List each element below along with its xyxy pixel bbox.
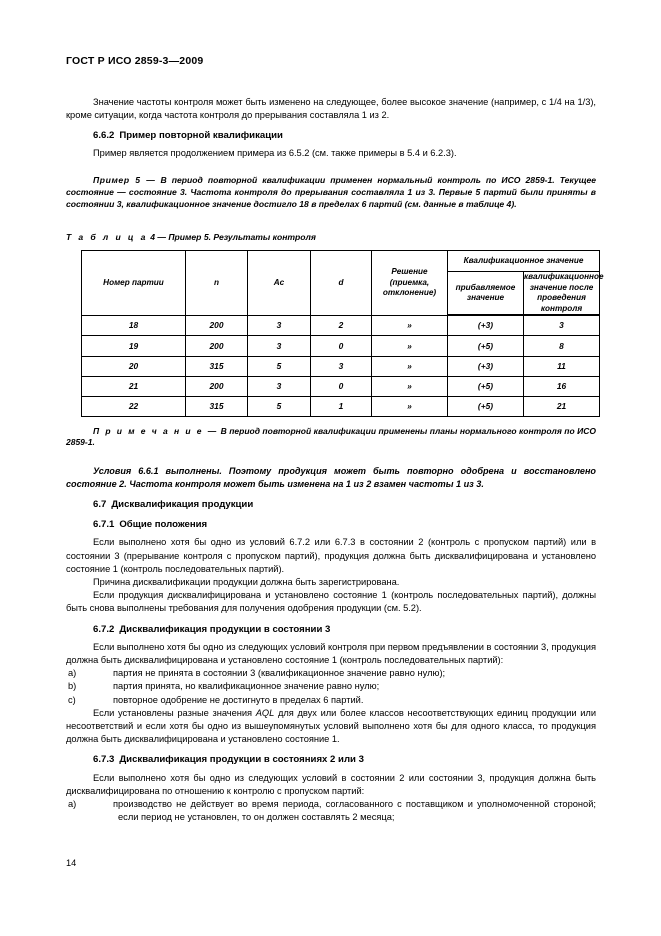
th-added-line-1: прибавляемое <box>455 282 516 292</box>
table-row <box>82 336 600 356</box>
running-head: ГОСТ Р ИСО 2859-3—2009 <box>66 55 204 67</box>
list-item <box>66 798 596 824</box>
cell-lot-number: 22 <box>82 396 186 416</box>
cell-ac: 5 <box>248 356 311 376</box>
th-decision <box>372 251 448 316</box>
page-number: 14 <box>66 858 77 868</box>
heading-6-7-2-number: 6.7.2 <box>93 623 115 635</box>
list-6-7-3 <box>66 798 596 824</box>
heading-6-7-3-number: 6.7.3 <box>93 754 115 766</box>
list-item-text: партия принята, но квалификационное значение равно нулю; <box>113 681 380 692</box>
list-item-marker: c) <box>68 694 76 705</box>
table-caption-dash: — <box>157 232 166 243</box>
cell-qual-value: 3 <box>524 315 600 336</box>
cell-n: 315 <box>186 356 248 376</box>
heading-6-7-text: Дисквалификация продукции <box>111 498 254 510</box>
th-lot-number: Номер партии <box>82 251 186 316</box>
table-4-caption <box>66 232 596 243</box>
table-4-note <box>66 426 596 449</box>
heading-6-6-2-number: 6.6.2 <box>93 129 115 141</box>
cell-lot-number: 18 <box>82 315 186 336</box>
heading-6-7-2-text: Дисквалификация продукции в состоянии 3 <box>119 623 331 635</box>
cell-lot-number: 21 <box>82 376 186 396</box>
cell-added-value: (+5) <box>448 396 524 416</box>
cell-added-value: (+5) <box>448 336 524 356</box>
cell-qual-value: 8 <box>524 336 600 356</box>
cell-lot-number: 20 <box>82 356 186 376</box>
cell-d: 2 <box>311 315 372 336</box>
cell-d: 0 <box>311 336 372 356</box>
th-decision-line-1: Решение <box>391 267 428 277</box>
table-4-body <box>82 315 600 416</box>
cell-decision: » <box>372 336 448 356</box>
cell-added-value: (+3) <box>448 315 524 336</box>
paragraph-6-7-3-intro: Если выполнено хотя бы одно из следующих условий в состоянии 2 или состоянии 3, продукция должна быть дисквалифицирована по отношению к контролю с пропуском партий: <box>66 772 596 796</box>
th-qual-after-inspection <box>524 272 604 316</box>
th-added-line-2: значение <box>466 293 505 303</box>
th-decision-line-3: отклонение) <box>382 288 437 298</box>
cell-qual-value: 11 <box>524 356 600 376</box>
paragraph-6-7-2-after: Если установлены разные значения AQL для двух или более классов несоответствующих единиц продукции или несоответствий и если хотя бы одно из вышеупомянутых условий выполнено хотя бы для одного класса, то продукция должна быть дисквалифицирована и установлено состояние 1. <box>66 707 597 745</box>
list-item <box>66 667 596 680</box>
table-caption-word: Т а б л и ц а <box>66 232 148 243</box>
cell-decision: » <box>372 376 448 396</box>
cell-decision: » <box>372 356 448 376</box>
paragraph-conditions-met: Условия 6.6.1 выполнены. Поэтому продукция может быть повторно одобрена и восстановлено состояние 2. Частота контроля может быть изменена на 1 из 2 взамен частоты 1 из 3. <box>66 465 596 489</box>
cell-d: 3 <box>311 356 372 376</box>
table-caption-number: 4 <box>150 232 155 243</box>
list-item-text: партия не принята в состоянии 3 (квалификационное значение равно нулю); <box>113 668 446 679</box>
cell-n: 315 <box>186 396 248 416</box>
heading-6-6-2 <box>66 129 596 142</box>
cell-ac: 3 <box>248 315 311 336</box>
cell-qual-value: 21 <box>524 396 600 416</box>
page-content <box>66 55 604 824</box>
th-d: d <box>311 251 372 316</box>
list-item-text: повторное одобрение не достигнуто в пределах 6 партий. <box>113 694 364 705</box>
example-5-text: В период повторной квалификации применен нормальный контроль по ИСО 2859-1. Текущее состояние — состояние 3. Частота контроля до прерывания составляла 1 из 3. Первые 5 партий были приняты в состоянии 3, квалификационное значение достигло 18 в пределах 6 партий (см. данные в таблице 4). <box>66 175 597 209</box>
cell-added-value: (+3) <box>448 356 524 376</box>
paragraph-after-6-6-2: Пример является продолжением примера из 6.5.2 (см. также примеры в 5.4 и 6.2.3). <box>93 148 457 159</box>
heading-6-7-1-text: Общие положения <box>119 519 208 531</box>
table-row <box>82 315 600 336</box>
table-row <box>82 396 600 416</box>
note-text: В период повторной квалификации применены планы нормального контроля по ИСО 2859-1. <box>66 426 596 448</box>
table-4-head <box>82 251 604 316</box>
table-row <box>82 376 600 396</box>
table-4 <box>81 250 604 417</box>
cell-decision: » <box>372 315 448 336</box>
cell-added-value: (+5) <box>448 376 524 396</box>
cell-ac: 5 <box>248 396 311 416</box>
list-item-text: производство не действует во время периода, согласованного с поставщиком и уполномоченной стороной; если период не установлен, то он должен составлять 2 месяца; <box>113 798 596 823</box>
table-caption-title: Пример 5. Результаты контроля <box>168 232 316 243</box>
th-ac: Ac <box>248 251 311 316</box>
list-item <box>66 680 596 693</box>
heading-6-7-1 <box>66 518 596 531</box>
heading-6-7-3-text: Дисквалификация продукции в состояниях 2 или 3 <box>119 754 364 766</box>
table-4-group-row <box>82 251 600 272</box>
cell-qual-value: 16 <box>524 376 600 396</box>
cell-decision: » <box>372 396 448 416</box>
list-item-marker: b) <box>68 681 77 692</box>
cell-d: 1 <box>311 396 372 416</box>
cell-n: 200 <box>186 315 248 336</box>
heading-6-7-1-number: 6.7.1 <box>93 519 115 531</box>
paragraph-6-7-2-intro: Если выполнено хотя бы одно из следующих условий контроля при первом предъявлении в состоянии 3, продукция должна быть дисквалифицирована и установлено состояние 1 (контроль последовательных партий): <box>66 641 596 665</box>
paragraph-6-7-1-a: Если выполнено хотя бы одно из условий 6.7.2 или 6.7.3 в состоянии 2 (контроль с пропуском партий) или в состоянии 3 (прерывание контроля с пропуском партий), продукция должна быть дисквалифицирована и установлено состояние 1 (контроль последовательных партий). <box>66 537 596 574</box>
th-qual-line-3: проведения <box>537 293 586 303</box>
th-qualification-group: Квалификационное значение <box>448 251 600 272</box>
cell-n: 200 <box>186 376 248 396</box>
heading-6-7 <box>66 498 596 511</box>
heading-6-7-3 <box>66 753 596 766</box>
list-item <box>66 694 596 707</box>
paragraph-intro: Значение частоты контроля может быть изменено на следующее, более высокое значение (например, с 1/4 на 1/3), кроме ситуации, когда частота контроля до прерывания составляла 1 из 2. <box>66 96 596 120</box>
example-5-lead: Пример 5 — <box>93 175 156 186</box>
paragraph-6-7-1-c: Если продукция дисквалифицирована и установлено состояние 1 (контроль последовательных партий), должны быть снова выполнены требования для получения одобрения продукции (см. 5.2). <box>66 590 596 614</box>
cell-d: 0 <box>311 376 372 396</box>
heading-6-7-2 <box>66 623 596 636</box>
th-qual-line-4: контроля <box>540 303 583 313</box>
cell-lot-number: 19 <box>82 336 186 356</box>
list-item-marker: a) <box>68 668 77 679</box>
th-n: n <box>186 251 248 316</box>
th-qual-line-1: квалификационное <box>524 272 604 282</box>
note-lead: П р и м е ч а н и е — <box>93 426 219 437</box>
th-qual-line-2: значение после <box>529 282 594 292</box>
cell-ac: 3 <box>248 336 311 356</box>
cell-ac: 3 <box>248 376 311 396</box>
paragraph-example-5 <box>66 175 596 210</box>
th-decision-line-2: (приемка, <box>389 277 430 287</box>
list-item-marker: a) <box>68 798 77 809</box>
list-6-7-2 <box>66 667 596 707</box>
term-aql: AQL <box>255 707 275 718</box>
table-row <box>82 356 600 376</box>
paragraph-6-7-1-b: Причина дисквалификации продукции должна быть зарегистрирована. <box>93 576 400 587</box>
heading-6-6-2-text: Пример повторной квалификации <box>119 129 283 141</box>
cell-n: 200 <box>186 336 248 356</box>
th-added-value <box>448 272 524 316</box>
heading-6-7-number: 6.7 <box>93 498 107 510</box>
